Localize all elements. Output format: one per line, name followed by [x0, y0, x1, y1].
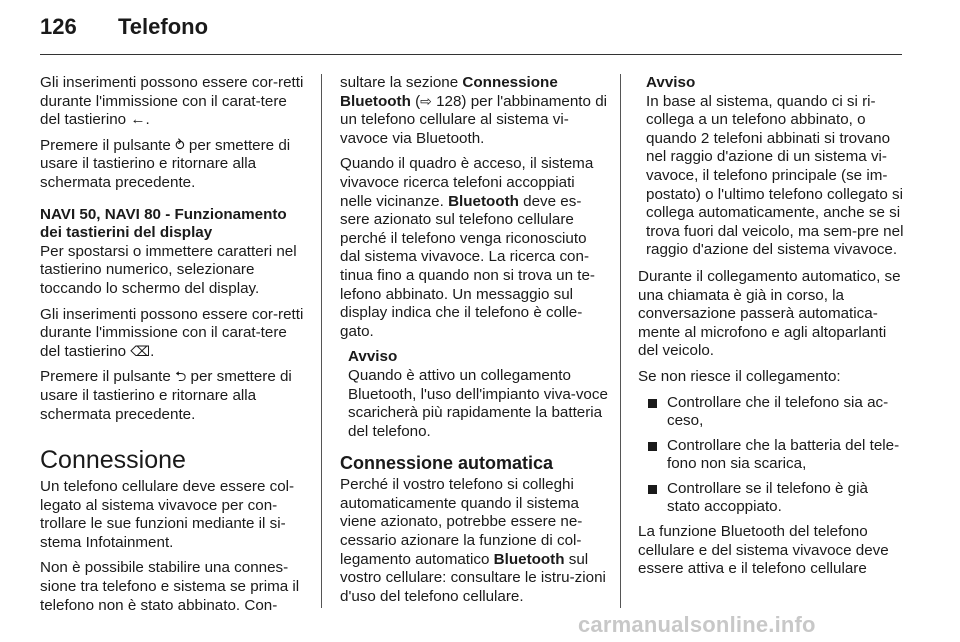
- bold-text: Bluetooth: [448, 192, 519, 210]
- text: Premere il pulsante: [40, 368, 176, 386]
- note-title: Avviso: [646, 74, 696, 91]
- paragraph: Non è possibile stabilire una connes-sione tra telefono e sistema se prima il telefono non è stato abbinato. Con-: [40, 559, 300, 614]
- section-heading: Connessione: [40, 446, 186, 475]
- section-heading: Connessione automatica: [340, 453, 554, 474]
- backspace-icon: ⌫: [130, 343, 151, 360]
- paragraph: Per spostarsi o immettere caratteri nel tastierino numerico, selezionare toccando lo schermo del display.: [40, 242, 297, 297]
- text: Perché il vostro telefono si colleghi automaticamente quando il sistema viene azionato, potrebbe essere ne-cessario azionare la funzione di col-legamento automatico: [340, 476, 583, 568]
- column-1: [40, 74, 308, 622]
- sub-heading: NAVI 50, NAVI 80 - Funzionamento dei tastierini del display: [40, 205, 287, 242]
- list-item: Controllare se il telefono è già stato accoppiato.: [638, 480, 904, 517]
- bullet-list: [638, 394, 904, 518]
- paragraph: [340, 476, 608, 606]
- note-box: [638, 74, 904, 260]
- list-item: Controllare che il telefono sia ac-ceso,: [638, 394, 904, 431]
- text: sultare la sezione: [340, 74, 463, 91]
- text: Quando il quadro è acceso, il sistema vivavoce ricerca telefoni accoppiati nelle vicinanze.: [340, 155, 594, 210]
- paragraph: Gli inserimenti possono essere cor-retti durante l'immissione con il carat-tere del tastierino ←.: [40, 74, 304, 129]
- return-arrow-icon: ⮌: [175, 369, 187, 386]
- column-3: [638, 74, 904, 586]
- paragraph: [40, 368, 308, 424]
- note-text: Quando è attivo un collegamento Bluetooth, l'uso dell'impianto viva-voce scaricherà più rapidamente la batteria del telefono.: [348, 366, 608, 440]
- paragraph: [40, 306, 308, 362]
- note-text: In base al sistema, quando ci si ri-collega a un telefono abbinato, o quando 2 telefoni abbinati si trovano nel raggio d'azione di un sistema vi-vavoce, il telefono principale (se im-postato) o l'ultimo telefono collegato si collega automaticamente, anche se si trova fuori dal veicolo, ma sem-pre nel raggio d'azione del sistema vivavoce.: [646, 92, 904, 259]
- back-arrow-icon: ⥁: [175, 137, 185, 154]
- column-2: [340, 74, 608, 613]
- text: Premere il pulsante: [40, 136, 176, 154]
- text: .: [150, 342, 155, 360]
- text: (: [410, 92, 421, 110]
- text: deve es-sere azionato sul telefono cellulare perché il telefono venga riconosciuto dal sistema vivavoce. La ricerca con-tinua fino a quando non si trova un te-lefono abbinato. Un messaggio sul display indica che il telefono è colle-gato.: [340, 192, 595, 340]
- paragraph: Se non riesce il collegamento:: [638, 367, 841, 385]
- text: sul vostro cellulare: consultare le istru-zioni d'uso del telefono cellulare.: [340, 550, 606, 605]
- column-divider: [620, 74, 621, 608]
- page-header: [40, 14, 208, 40]
- paragraph: [40, 137, 308, 193]
- text: 128) per l'abbinamento di un telefono cellulare al sistema vi-vavoce via Bluetooth.: [340, 92, 608, 147]
- paragraph: [340, 155, 608, 341]
- note-title: Avviso: [348, 348, 398, 366]
- column-divider: [321, 74, 322, 608]
- paragraph: [340, 74, 608, 148]
- text: Gli inserimenti possono essere cor-retti durante l'immissione con il carat-tere del tastierino: [40, 305, 304, 360]
- bold-text: Connessione Bluetooth: [340, 74, 558, 110]
- text: per smettere di usare il tastierino e ritornare alla schermata precedente.: [40, 368, 292, 423]
- list-item: Controllare che la batteria del tele-fono non sia scarica,: [638, 437, 904, 474]
- note-box: [340, 348, 608, 441]
- chapter-title: Telefono: [118, 14, 209, 39]
- watermark: carmanualsonline.info: [578, 612, 816, 637]
- bold-text: Bluetooth: [493, 550, 565, 568]
- paragraph: Durante il collegamento automatico, se una chiamata è già in corso, la conversazione passerà automatica-mente al microfono e agli altoparlanti del veicolo.: [638, 267, 901, 360]
- page-number: 126: [40, 14, 77, 39]
- page-reference-arrow-icon: ⇨: [420, 93, 432, 110]
- header-rule: [40, 54, 902, 55]
- text: per smettere di usare il tastierino e ritornare alla schermata precedente.: [40, 136, 291, 191]
- paragraph: La funzione Bluetooth del telefono cellulare e del sistema vivavoce deve essere attiva e il telefono cellulare: [638, 523, 889, 578]
- paragraph: Un telefono cellulare deve essere col-legato al sistema vivavoce per con-trollare le sue funzioni mediante il si-stema Infotainment.: [40, 478, 295, 551]
